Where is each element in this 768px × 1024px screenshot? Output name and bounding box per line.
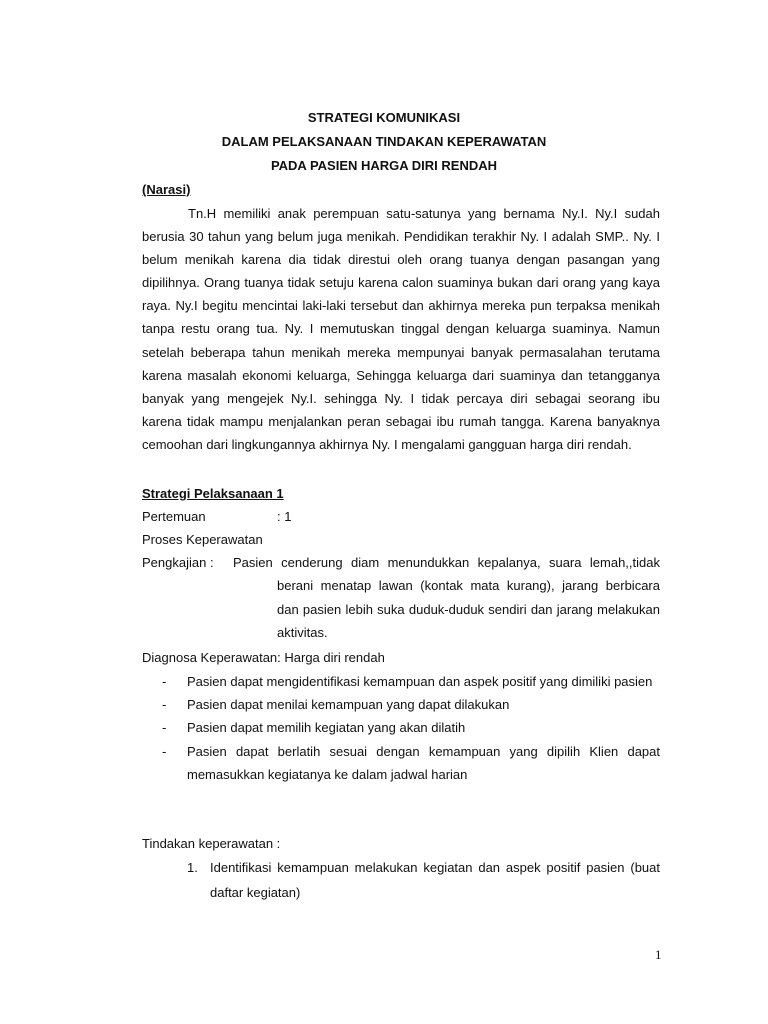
tindakan-heading: Tindakan keperawatan : <box>142 836 281 851</box>
sp1-heading: Strategi Pelaksanaan 1 <box>142 486 284 501</box>
narasi-line: Tn.H memiliki anak perempuan satu-satunya yang bernama Ny.I. Ny.I sudah <box>188 206 660 221</box>
bullet-dash: - <box>162 697 167 712</box>
pengkajian-line: dan pasien lebih suka duduk-duduk sendiri dan jarang melakukan <box>277 602 660 617</box>
pengkajian-line: aktivitas. <box>277 625 328 640</box>
narasi-line: cemoohan dari lingkungannya akhirnya Ny. I mengalami gangguan harga diri rendah. <box>142 437 632 452</box>
narasi-line: banyak yang mengejek Ny.I. sehingga Ny. I tidak percaya diri sebagai seorang ibu <box>142 391 660 406</box>
tujuan-item-continued: memasukkan kegiatanya ke dalam jadwal harian <box>187 767 468 782</box>
diagnosa-keperawatan: Diagnosa Keperawatan: Harga diri rendah <box>142 650 385 665</box>
narasi-line: karena tidak mampu menjalankan peran sebagai ibu rumah tangga. Karena banyaknya <box>142 414 660 429</box>
bullet-dash: - <box>162 720 167 735</box>
tujuan-item: Pasien dapat mengidentifikasi kemampuan dan aspek positif yang dimiliki pasien <box>187 674 653 689</box>
tujuan-item: Pasien dapat berlatih sesuai dengan kemampuan yang dipilih Klien dapat <box>187 744 660 759</box>
tindakan-line: daftar kegiatan) <box>210 885 301 900</box>
pengkajian-line: Pasien cenderung diam menundukkan kepalanya, suara lemah,,tidak <box>233 555 660 570</box>
page-number: 1 <box>655 947 662 962</box>
tindakan-line: Identifikasi kemampuan melakukan kegiatan dan aspek positif pasien (buat <box>210 860 660 875</box>
narasi-line: raya. Ny.I begitu mencintai laki-laki tersebut dan akhirnya mereka pun terpaksa menikah <box>142 298 660 313</box>
proses-keperawatan: Proses Keperawatan <box>142 532 263 547</box>
tujuan-item: Pasien dapat menilai kemampuan yang dapat dilakukan <box>187 697 510 712</box>
pertemuan-value: : 1 <box>277 509 292 524</box>
narasi-heading: (Narasi) <box>142 182 191 197</box>
title-line-3: PADA PASIEN HARGA DIRI RENDAH <box>270 158 498 173</box>
tujuan-item: Pasien dapat memilih kegiatan yang akan dilatih <box>187 720 466 735</box>
narasi-line: belum menikah karena dia tidak direstui oleh orang tuanya dengan pasangan yang <box>142 252 660 267</box>
narasi-line: karena masalah ekonomi keluarga, Sehingga keluarga dari suaminya dan tetangganya <box>142 368 660 383</box>
title-line-1: STRATEGI KOMUNIKASI <box>307 110 461 125</box>
narasi-line: tanpa restu orang tua. Ny. I memutuskan tinggal dengan keluarga suaminya. Namun <box>142 321 660 336</box>
pengkajian-label: Pengkajian : <box>142 555 214 570</box>
tindakan-number: 1. <box>187 860 198 875</box>
narasi-line: setelah beberapa tahun menikah mereka mempunyai banyak permasalahan terutama <box>142 345 660 360</box>
bullet-dash: - <box>162 744 167 759</box>
pengkajian-line: berani menatap lawan (kontak mata kurang), jarang berbicara <box>277 578 660 593</box>
narasi-line: berusia 30 tahun yang belum juga menikah. Pendidikan terakhir Ny. I adalah SMP.. Ny. I <box>142 229 660 244</box>
bullet-dash: - <box>162 674 167 689</box>
pertemuan-label: Pertemuan <box>142 509 206 524</box>
title-line-2: DALAM PELAKSANAAN TINDAKAN KEPERAWATAN <box>221 134 547 149</box>
narasi-line: dipilihnya. Orang tuanya tidak setuju karena calon suaminya bukan dari orang yang kaya <box>142 275 660 290</box>
